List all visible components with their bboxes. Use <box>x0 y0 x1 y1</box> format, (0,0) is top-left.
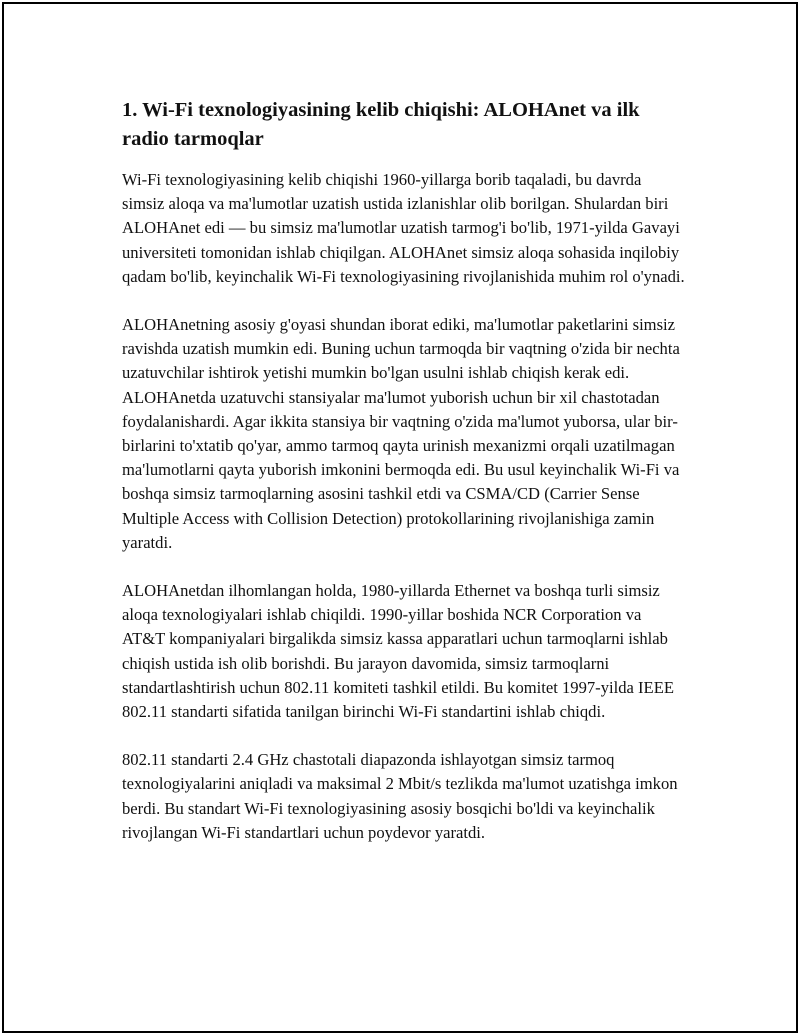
paragraph-2: ALOHAnetning asosiy g'oyasi shundan iborat ediki, ma'lumotlar paketlarini simsiz ravishda uzatish mumkin edi. Buning uchun tarmoqda bir vaqtning o'zida bir nechta uzatuvchilar ishtirok yetishi mumkin bo'lgan usulni ishlab chiqish kerak edi. ALOHAnetda uzatuvchi stansiyalar ma'lumot yuborish uchun bir xil chastotadan foydalanishardi. Agar ikkita stansiya bir vaqtning o'zida ma'lumot yuborsa, ular bir-birlarini to'xtatib qo'yar, ammo tarmoq qayta urinish mexanizmi orqali uzatilmagan ma'lumotlarni qayta yuborish imkonini bermoqda edi. Bu usul keyinchalik Wi-Fi va boshqa simsiz tarmoqlarning asosini tashkil etdi va CSMA/CD (Carrier Sense Multiple Access with Collision Detection) protokollarining rivojlanishiga zamin yaratdi. <box>122 315 680 552</box>
paragraph-4: 802.11 standarti 2.4 GHz chastotali diapazonda ishlayotgan simsiz tarmoq texnologiyalarini aniqladi va maksimal 2 Mbit/s tezlikda ma'lumot uzatishga imkon berdi. Bu standart Wi-Fi texnologiyasining asosiy bosqichi bo'ldi va keyinchalik rivojlangan Wi-Fi standartlari uchun poydevor yaratdi. <box>122 750 678 842</box>
paragraph-3: ALOHAnetdan ilhomlangan holda, 1980-yillarda Ethernet va boshqa turli simsiz aloqa texnologiyalari ishlab chiqildi. 1990-yillar boshida NCR Corporation va AT&T kompaniyalari birgalikda simsiz kassa apparatlari uchun tarmoqlarni ishlab chiqish ustida ish olib borishdi. Bu jarayon davomida, simsiz tarmoqlarni standartlashtirish uchun 802.11 komiteti tashkil etildi. Bu komitet 1997-yilda IEEE 802.11 standarti sifatida tanilgan birinchi Wi-Fi standartini ishlab chiqdi. <box>122 581 674 722</box>
document-body <box>122 96 687 869</box>
section-title: 1. Wi-Fi texnologiyasining kelib chiqishi: ALOHAnet va ilk radio tarmoqlar <box>122 99 640 150</box>
paragraph-1: Wi-Fi texnologiyasining kelib chiqishi 1960-yillarga borib taqaladi, bu davrda simsiz aloqa va ma'lumotlar uzatish ustida izlanishlar olib borilgan. Shulardan biri ALOHAnet edi — bu simsiz ma'lumotlar uzatish tarmog'i bo'lib, 1971-yilda Gavayi universiteti tomonidan ishlab chiqilgan. ALOHAnet simsiz aloqa sohasida inqilobiy qadam bo'lib, keyinchalik Wi-Fi texnologiyasining rivojlanishida muhim rol o'ynadi. <box>122 170 685 286</box>
page-frame <box>2 2 798 1033</box>
